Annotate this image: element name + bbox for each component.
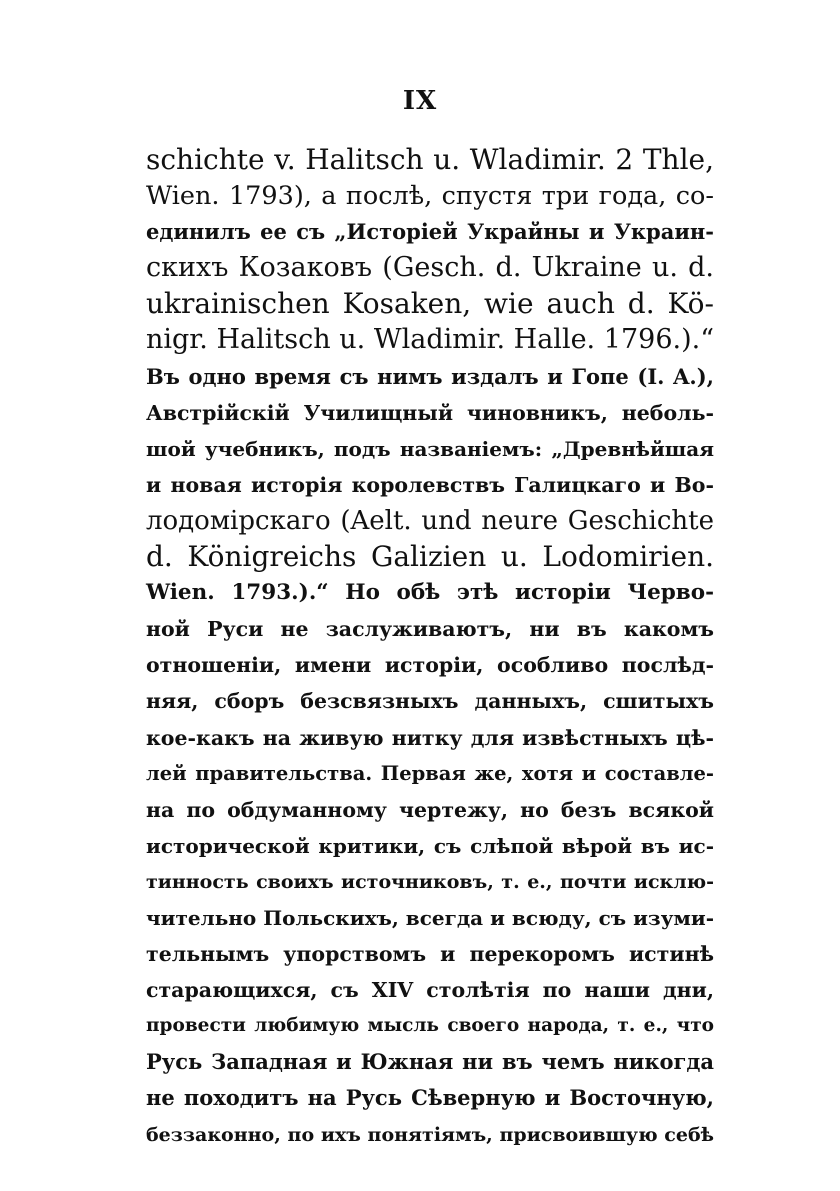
text-line: скихъ Козаковъ (Gesch. d. Ukraine u. d. (146, 252, 714, 284)
text-line: провести любимую мысль своего народа, т. е., что (146, 1015, 714, 1037)
body-text (146, 142, 714, 1153)
text-line: тельнымъ упорствомъ и перекоромъ истинѣ (146, 942, 714, 967)
page-number: IX (402, 86, 438, 116)
text-line: чительно Польскихъ, всегда и всюду, съ изуми- (146, 905, 714, 930)
text-line: schichte v. Halitsch u. Wladimir. 2 Thle, (146, 143, 714, 176)
text-line: Австрійскій Училищный чиновникъ, неболь- (146, 400, 714, 425)
text-line: няя, сборъ безсвязныхъ данныхъ, сшитыхъ (146, 689, 714, 714)
text-line: Wien. 1793.).“ Но обѣ этѣ исторіи Червo- (146, 580, 714, 606)
text-line: единилъ ее съ „Исторіей Украйны и Украин- (146, 219, 714, 245)
text-line: d. Königreichs Galizien u. Lodomirien. (146, 540, 714, 574)
text-line: беззаконно, по ихъ понятіямъ, присвоившую себѣ (146, 1123, 714, 1146)
text-line: и новая исторія королевствъ Галицкаго и Во- (146, 472, 714, 497)
text-line: не походитъ на Русь Сѣверную и Восточную, (146, 1085, 714, 1111)
text-line: Русь Западная и Южная ни въ чемъ никогда (146, 1049, 714, 1075)
text-line: на по обдуманному чертежу, но безъ всякой (146, 797, 714, 822)
text-line: отношеніи, имени исторіи, особливо послѣд- (146, 653, 714, 678)
text-line: шой учебникъ, подъ названіемъ: „Древнѣйшая (146, 436, 714, 461)
text-line: кое-какъ на живую нитку для извѣстныхъ цѣ- (146, 725, 714, 750)
text-line: исторической критики, съ слѣпой вѣрой въ ис- (146, 833, 714, 858)
text-line: Въ одно время съ нимъ издалъ и Гопе (I. A.), (146, 363, 714, 389)
text-line: Wien. 1793), а послѣ, спустя три года, со- (146, 181, 714, 212)
text-line: лей правительства. Первая же, хотя и составле- (146, 761, 714, 785)
text-line: ной Руси не заслуживаютъ, ни въ какомъ (146, 617, 714, 642)
text-line: тинность своихъ источниковъ, т. е., почти исклю- (146, 870, 714, 893)
text-line: nigr. Halitsch u. Wladimir. Halle. 1796.).“ (146, 324, 714, 356)
text-line: ukrainischen Kosaken, wie auch d. Kö- (146, 287, 714, 321)
text-line: старающихся, съ XIV столѣтія по наши дни, (146, 978, 714, 1003)
text-line: лодомірскаго (Aelt. und neure Geschichte (146, 505, 714, 536)
